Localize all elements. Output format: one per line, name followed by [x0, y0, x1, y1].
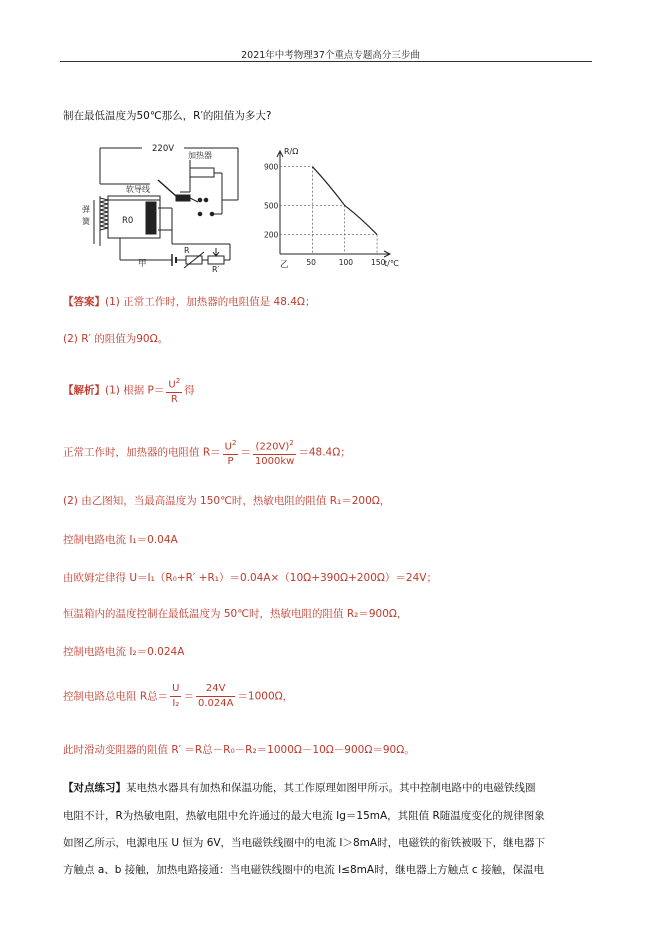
answer-line-1: 【答案】(1) 正常工作时，加热器的电阻值是 48.4Ω； [63, 296, 316, 308]
fraction-24v: $\frac{24V}{0.024A}$ [197, 683, 234, 709]
analysis-line-2: 正常工作时，加热器的电阻值 R＝ $\frac{U^2}{P}$ ＝ $\frac{(220V)^2}{1000kw}$ ＝48.4Ω； [63, 436, 351, 469]
r-label: R [184, 246, 190, 255]
practice-tag: 【对点练习】 [63, 782, 126, 794]
analysis-line-1: 【解析】(1) 根据 P＝ $\frac{U^2}{R}$ 得 [63, 374, 195, 407]
practice-line-3: 如图乙所示，电源电压 U 恒为 6V，当电磁铁线圈中的电流 I＞8mA时，电磁铁的衔铁被吸下，继电器下 [63, 837, 546, 849]
analysis-tag: 【解析】 [63, 384, 105, 397]
r0-label: R0 [122, 216, 134, 226]
analysis-line-9: 此时滑动变阻器的阻值 R′ ＝R总－R₀－R₂＝1000Ω－10Ω－900Ω＝90Ω。 [63, 744, 415, 756]
y-tick-label: 500 [264, 201, 279, 211]
page-header: 2021年中考物理37个重点专题高分三步曲 [241, 50, 420, 61]
answer-tag: 【答案】 [63, 296, 105, 308]
analysis-line-7: 控制电路电流 I₂＝0.024A [63, 646, 185, 658]
analysis-line-8: 控制电路总电阻 R总＝ $\frac{U}{\text{I₂}}$ ＝ $\frac{24V}{0.024A}$ ＝1000Ω， [63, 683, 294, 709]
soft-wire-label: 软导线 [126, 185, 150, 194]
rt-curve [312, 167, 377, 235]
spring-label-2: 簧 [82, 217, 90, 226]
analysis-line-3: (2) 由乙图知，当最高温度为 150℃时，热敏电阻的阻值 R₁＝200Ω， [63, 495, 391, 507]
analysis-line-5: 由欧姆定律得 U＝I₁（R₀+R′ +R₁）＝0.04A×（10Ω+390Ω+200Ω）＝24V； [63, 572, 437, 584]
heater-label: 加热器 [188, 151, 212, 160]
rt-graph [262, 140, 412, 272]
voltage-label: 220V [152, 144, 175, 154]
analysis-line-4: 控制电路电流 I₁＝0.04A [63, 534, 178, 546]
practice-line-2: 电阻不计，R为热敏电阻，热敏电阻中允许通过的最大电流 Ig＝15mA，其阻值 R随温度变化的规律图象 [63, 810, 545, 822]
practice-line-1: 【对点练习】某电热水器具有加热和保温功能，其工作原理如图甲所示。其中控制电路中的电磁铁线圈 [63, 782, 536, 794]
graph-xlabel: t/℃ [384, 259, 399, 268]
answer-line-2: (2) R′ 的阻值为90Ω。 [63, 333, 169, 345]
x-tick-label: 50 [306, 258, 316, 267]
figure-a-label: 甲 [138, 259, 147, 269]
y-tick-label: 900 [264, 162, 279, 172]
fraction-u2-r: $\frac{U^2}{R}$ [166, 374, 182, 407]
x-tick-label: 100 [338, 258, 354, 267]
graph-ylabel: R/Ω [284, 147, 299, 156]
r-prime-label: R′ [212, 265, 220, 272]
spring-label-1: 弹 [82, 205, 90, 214]
fraction-220v: $\frac{(220V)^2}{1000kw}$ [253, 436, 296, 469]
y-tick-label: 200 [264, 230, 279, 240]
x-tick-label: 150 [371, 258, 386, 267]
figure-b-label: 乙 [280, 260, 289, 270]
circuit-diagram [80, 140, 250, 272]
fraction-u2-p: $\frac{U^2}{P}$ [223, 436, 239, 469]
fraction-u-i2: $\frac{U}{\text{I₂}}$ [172, 683, 180, 709]
header-rule [60, 61, 592, 62]
analysis-line-6: 恒温箱内的温度控制在最低温度为 50℃时，热敏电阻的阻值 R₂＝900Ω， [63, 608, 408, 620]
question-tail: 制在最低温度为50℃那么，R′的阻值为多大? [63, 110, 272, 122]
practice-line-4: 方触点 a、b 接触，加热电路接通：当电磁铁线圈中的电流 I≤8mA时，继电器上方触点 c 接触，保温电 [63, 864, 545, 876]
